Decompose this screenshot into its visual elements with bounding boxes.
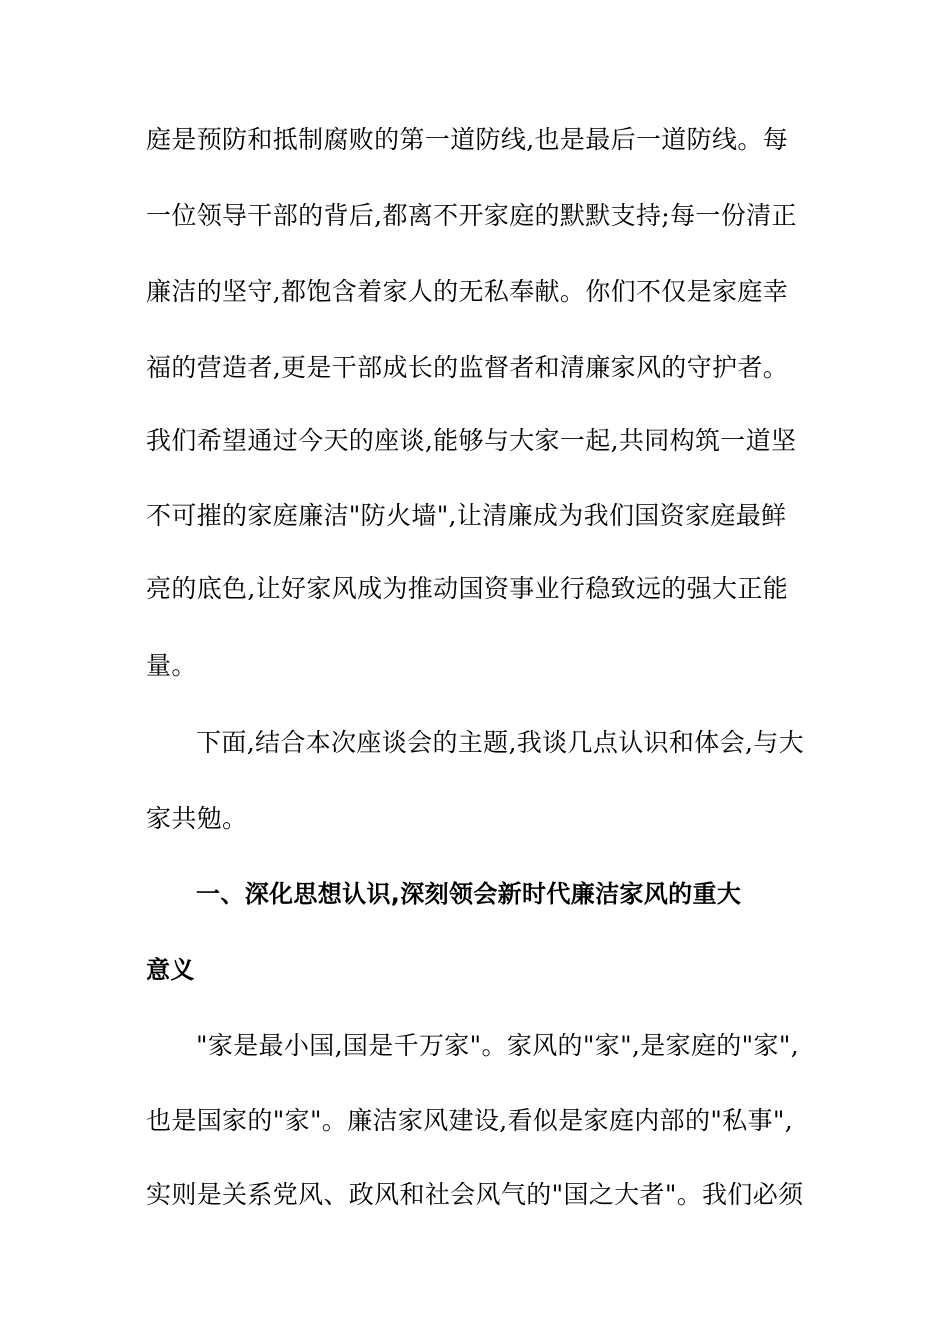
text-line: 福的营造者,更是干部成长的监督者和清廉家风的守护者。 (146, 353, 789, 382)
text-line: 下面,结合本次座谈会的主题,我谈几点认识和体会,与大 (196, 728, 804, 757)
text-line: 庭是预防和抵制腐败的第一道防线,也是最后一道防线。每 (146, 125, 789, 154)
text-line: 实则是关系党风、政风和社会风气的"国之大者"。我们必须 (146, 1180, 804, 1209)
text-line: 我们希望通过今天的座谈,能够与大家一起,共同构筑一道坚 (146, 426, 797, 455)
heading-line: 意义 (146, 956, 195, 984)
text-line: 廉洁的坚守,都饱含着家人的无私奉献。你们不仅是家庭幸 (146, 277, 789, 306)
text-line: "家是最小国,国是千万家"。家风的"家",是家庭的"家", (196, 1031, 799, 1060)
text-line: 亮的底色,让好家风成为推动国资事业行稳致远的强大正能 (146, 574, 789, 603)
heading-line: 一、深化思想认识,深刻领会新时代廉洁家风的重大 (196, 880, 742, 908)
text-line: 一位领导干部的背后,都离不开家庭的默默支持;每一份清正 (146, 201, 797, 230)
text-line: 不可摧的家庭廉洁"防火墙",让清廉成为我们国资家庭最鲜 (146, 501, 787, 530)
text-line: 家共勉。 (146, 804, 248, 833)
text-line: 也是国家的"家"。廉洁家风建设,看似是家庭内部的"私事", (146, 1106, 794, 1135)
text-line: 量。 (146, 651, 197, 680)
